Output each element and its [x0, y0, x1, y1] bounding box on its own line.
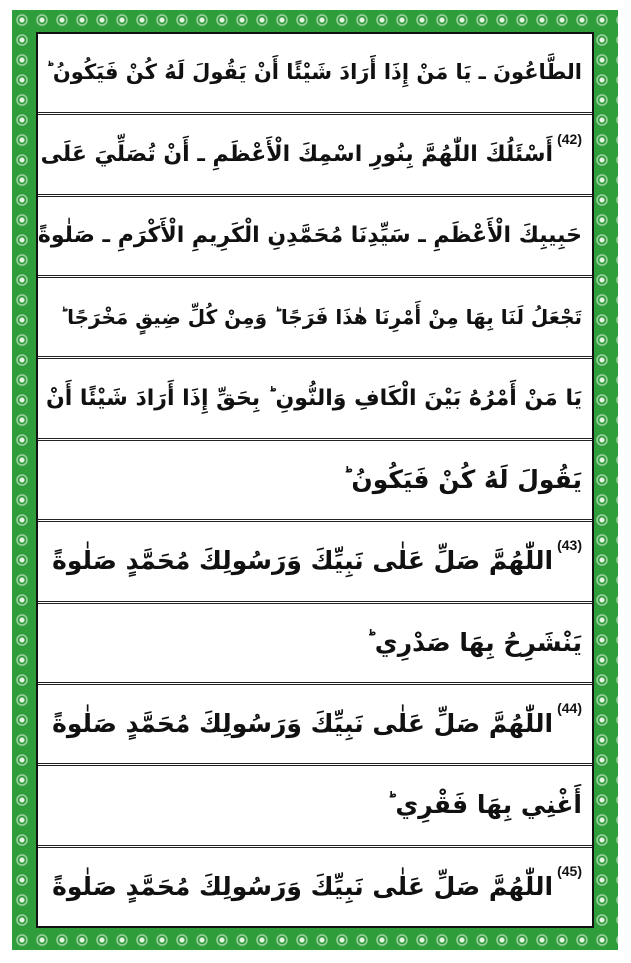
text-line: [38, 604, 592, 685]
prayer-number: (42): [557, 130, 582, 147]
arabic-text: يَا مَنْ أَمْرُهُ بَيْنَ الْكَافِ وَالنُّونِ ؕ بِحَقِّ إِذَا أَرَادَ شَيْئًا أَنْ: [45, 386, 582, 412]
prayer-number: (43): [557, 537, 582, 554]
arabic-text: يَنْشَرِحُ بِهَا صَدْرِي ؕ: [366, 627, 582, 657]
arabic-text: تَجْعَلُ لَنَا بِهَا مِنْ أَمْرِنَا هٰذَا فَرَجًا ؕ وَمِنْ كُلِّ ضِيقٍ مَخْرَجًا ؕ: [60, 305, 582, 330]
text-line: [38, 115, 592, 196]
prayer-number: (44): [557, 700, 582, 717]
arabic-text: اللّٰهُمَّ صَلِّ عَلٰى نَبِيِّكَ وَرَسُولِكَ مُحَمَّدٍ صَلٰوةً: [52, 709, 554, 739]
arabic-text: حَبِيبِكَ الْأَعْظَمِ ـ سَيِّدِنَا مُحَمَّدِنِ الْكَرِيمِ الْأَكْرَمِ ـ صَلٰوةً: [37, 223, 582, 249]
arabic-text: اللّٰهُمَّ صَلِّ عَلٰى نَبِيِّكَ وَرَسُولِكَ مُحَمَّدٍ صَلٰوةً: [52, 546, 554, 576]
decorative-green-border: [12, 10, 618, 950]
arabic-text: الطَّاعُونَ ـ يَا مَنْ إِذَا أَرَادَ شَيْئًا أَنْ يَقُولَ لَهُ كُنْ فَيَكُونُ ؕ: [45, 60, 582, 85]
arabic-text: أَغْنِي بِهَا فَقْرِي ؕ: [386, 790, 582, 820]
text-line: [38, 848, 592, 926]
text-line: [38, 441, 592, 522]
text-line: [38, 522, 592, 603]
text-line: [38, 197, 592, 278]
text-line: [38, 359, 592, 440]
arabic-text: يَقُولَ لَهُ كُنْ فَيَكُونُ ؕ: [342, 464, 582, 494]
text-line: [38, 685, 592, 766]
text-panel: [36, 32, 594, 928]
text-line: [38, 766, 592, 847]
arabic-text: أَسْئَلُكَ اللّٰهُمَّ بِنُورِ اسْمِكَ الْأَعْظَمِ ـ أَنْ تُصَلِّيَ عَلَى: [40, 141, 554, 167]
text-line: [38, 34, 592, 115]
prayer-number: (45): [557, 862, 582, 879]
arabic-text: اللّٰهُمَّ صَلِّ عَلٰى نَبِيِّكَ وَرَسُولِكَ مُحَمَّدٍ صَلٰوةً: [52, 871, 554, 901]
text-line: [38, 278, 592, 359]
